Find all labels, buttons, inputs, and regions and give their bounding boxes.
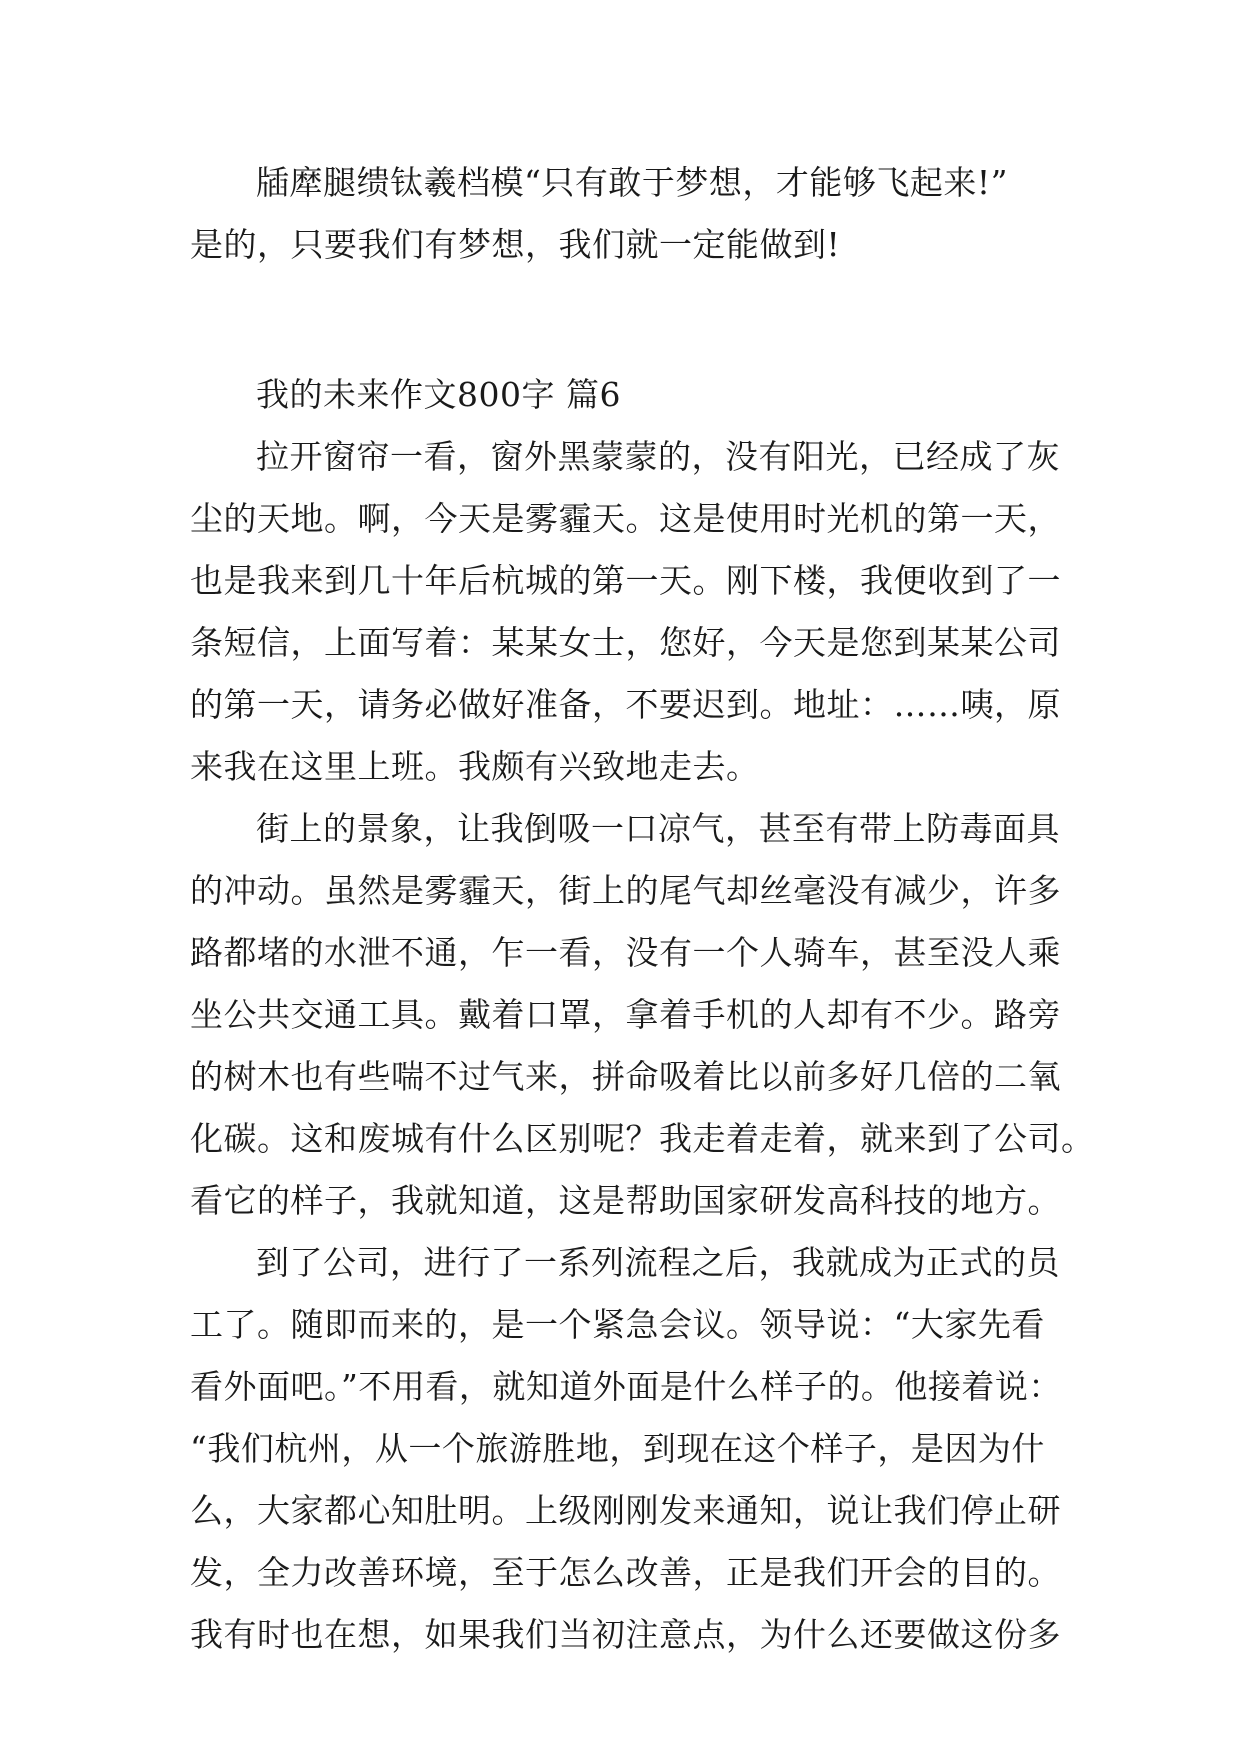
text-line: 是的，只要我们有梦想，我们就一定能做到!	[190, 225, 841, 264]
text-line: 的第一天，请务必做好准备，不要迟到。地址：……咦，原	[190, 685, 1061, 724]
text-line: 也是我来到几十年后杭城的第一天。刚下楼，我便收到了一	[190, 561, 1061, 600]
text-line: 拉开窗帘一看，窗外黑蒙蒙的，没有阳光，已经成了灰	[256, 437, 1060, 476]
paragraph-3	[190, 1232, 1062, 1666]
section-spacer	[190, 276, 1048, 364]
text-line: 我有时也在想，如果我们当初注意点，为什么还要做这份多	[190, 1615, 1061, 1654]
text-line: 到了公司，进行了一系列流程之后，我就成为正式的员	[256, 1243, 1060, 1282]
text-line: 尘的天地。啊，今天是雾霾天。这是使用时光机的第一天，	[190, 499, 1061, 538]
document-body	[190, 152, 1095, 1666]
paragraph-2	[190, 798, 1095, 1232]
text-line: 坐公共交通工具。戴着口罩，拿着手机的人却有不少。路旁	[190, 995, 1061, 1034]
text-line: 的冲动。虽然是雾霾天，街上的尾气却丝毫没有减少，许多	[190, 871, 1061, 910]
intro-paragraph	[190, 152, 1048, 276]
text-line: 发，全力改善环境，至于怎么改善，正是我们开会的目的。	[190, 1553, 1061, 1592]
text-line: 街上的景象，让我倒吸一口凉气，甚至有带上防毒面具	[256, 809, 1060, 848]
text-line: 来我在这里上班。我颇有兴致地走去。	[190, 747, 760, 786]
text-line: 工了。随即而来的，是一个紧急会议。领导说：“大家先看	[190, 1305, 1045, 1344]
text-line: 看外面吧。”不用看，就知道外面是什么样子的。他接着说：	[190, 1367, 1062, 1406]
text-line: “我们杭州，从一个旅游胜地，到现在这个样子，是因为什	[190, 1429, 1045, 1468]
text-line: 牐犘腿缋钛羲档模“只有敢于梦想，才能够飞起来!”	[256, 163, 1009, 202]
text-line: 看它的样子，我就知道，这是帮助国家研发高科技的地方。	[190, 1181, 1061, 1220]
text-line: 条短信，上面写着：某某女士，您好，今天是您到某某公司	[190, 623, 1061, 662]
text-line: 的树木也有些喘不过气来，拼命吸着比以前多好几倍的二氧	[190, 1057, 1061, 1096]
paragraph-1	[190, 426, 1061, 798]
section-title: 我的未来作文800字 篇6	[256, 375, 621, 414]
text-line: 么，大家都心知肚明。上级刚刚发来通知，说让我们停止研	[190, 1491, 1061, 1530]
text-line: 路都堵的水泄不通，乍一看，没有一个人骑车，甚至没人乘	[190, 933, 1061, 972]
text-line: 化碳。这和废城有什么区别呢？我走着走着，就来到了公司。	[190, 1119, 1095, 1158]
